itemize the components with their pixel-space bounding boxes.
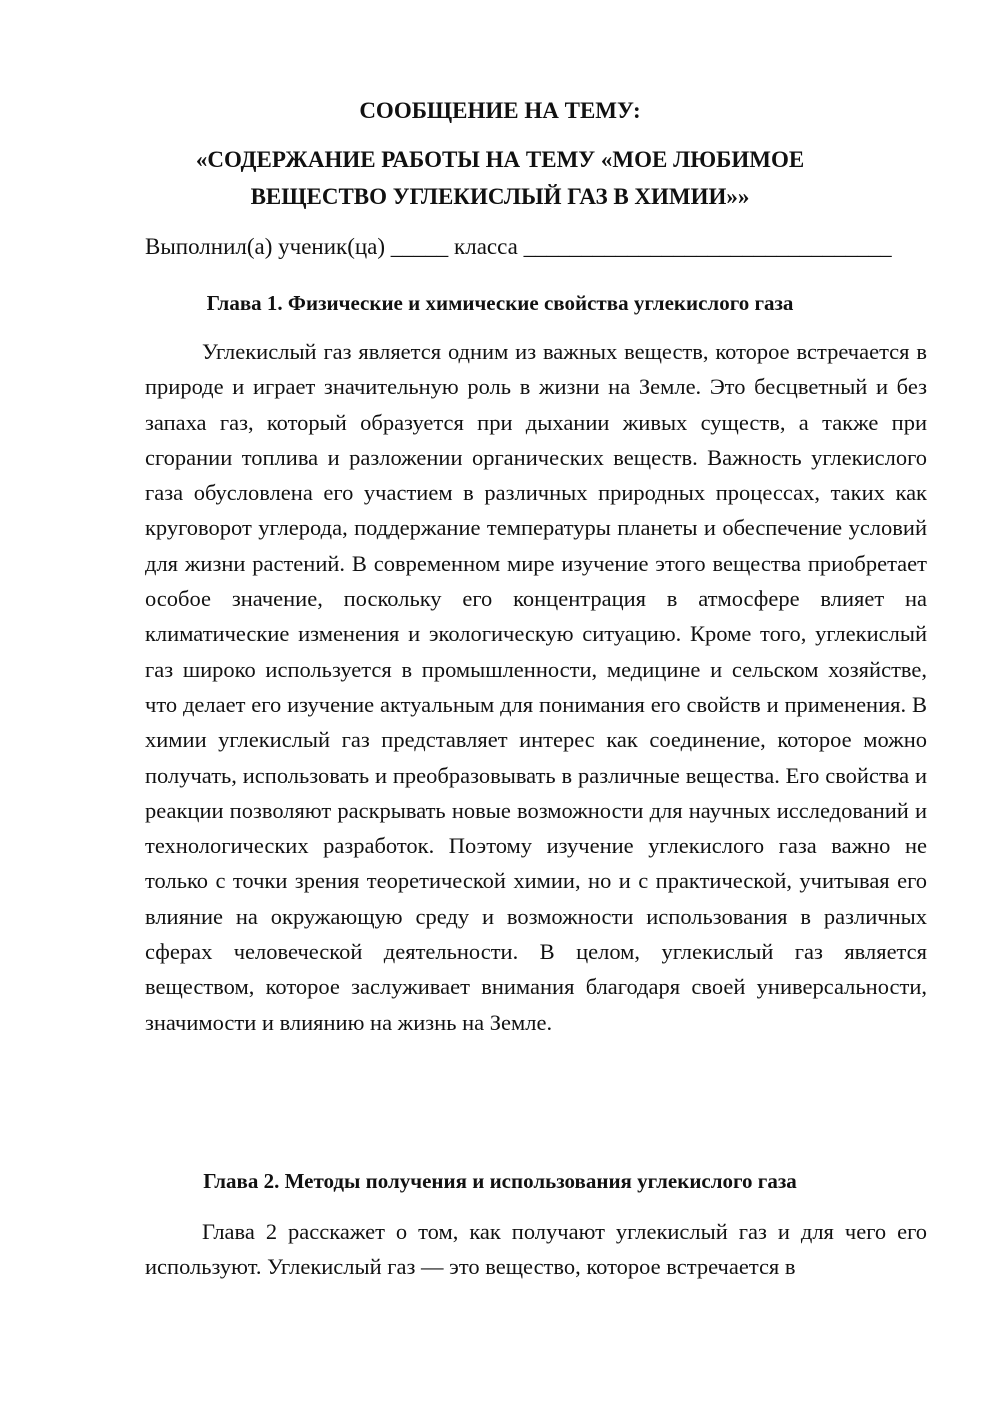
document-title-line-2: ВЕЩЕСТВО УГЛЕКИСЛЫЙ ГАЗ В ХИМИИ»» <box>250 184 750 209</box>
author-signature-line: Выполнил(а) ученик(ца) _____ класса ________________________________ <box>145 234 892 259</box>
chapter-2-paragraph: Глава 2 расскажет о том, как получают углекислый газ и для чего его используют. Углекислый газ — это вещество, которое встречается в <box>145 1219 927 1280</box>
document-title-line-1: «СОДЕРЖАНИЕ РАБОТЫ НА ТЕМУ «МОЕ ЛЮБИМОЕ <box>195 147 805 172</box>
document-title <box>0 141 1000 215</box>
chapter-1-paragraph: Углекислый газ является одним из важных веществ, которое встречается в природе и играет значительную роль в жизни на Земле. Это бесцветный и без запаха газ, который образуется при дыхании живых существ, а также при сгорании топлива и разложении органических веществ. Важность углекислого газа обусловлена его участием в различных природных процессах, таких как круговорот углерода, поддержание температуры планеты и обеспечение условий для жизни растений. В современном мире изучение этого вещества приобретает особое значение, поскольку его концентрация в атмосфере влияет на климатические изменения и экологическую ситуацию. Кроме того, углекислый газ широко используется в промышленности, медицине и сельском хозяйстве, что делает его изучение актуальным для понимания его свойств и применения. В химии углекислый газ представляет интерес как соединение, которое можно получать, использовать и преобразовывать в различные вещества. Его свойства и реакции позволяют раскрывать новые возможности для научных исследований и технологических разработок. Поэтому изучение углекислого газа важно не только с точки зрения теоретической химии, но и с практической, учитывая его влияние на окружающую среду и возможности использования в различных сферах человеческой деятельности. В целом, углекислый газ является веществом, которое заслуживает внимания благодаря своей универсальности, значимости и влиянию на жизнь на Земле. <box>145 339 927 1035</box>
chapter-1-title: Глава 1. Физические и химические свойства углекислого газа <box>206 291 794 315</box>
chapter-2-title: Глава 2. Методы получения и использования углекислого газа <box>203 1169 797 1193</box>
document-heading-label: СООБЩЕНИЕ НА ТЕМУ: <box>359 98 641 123</box>
